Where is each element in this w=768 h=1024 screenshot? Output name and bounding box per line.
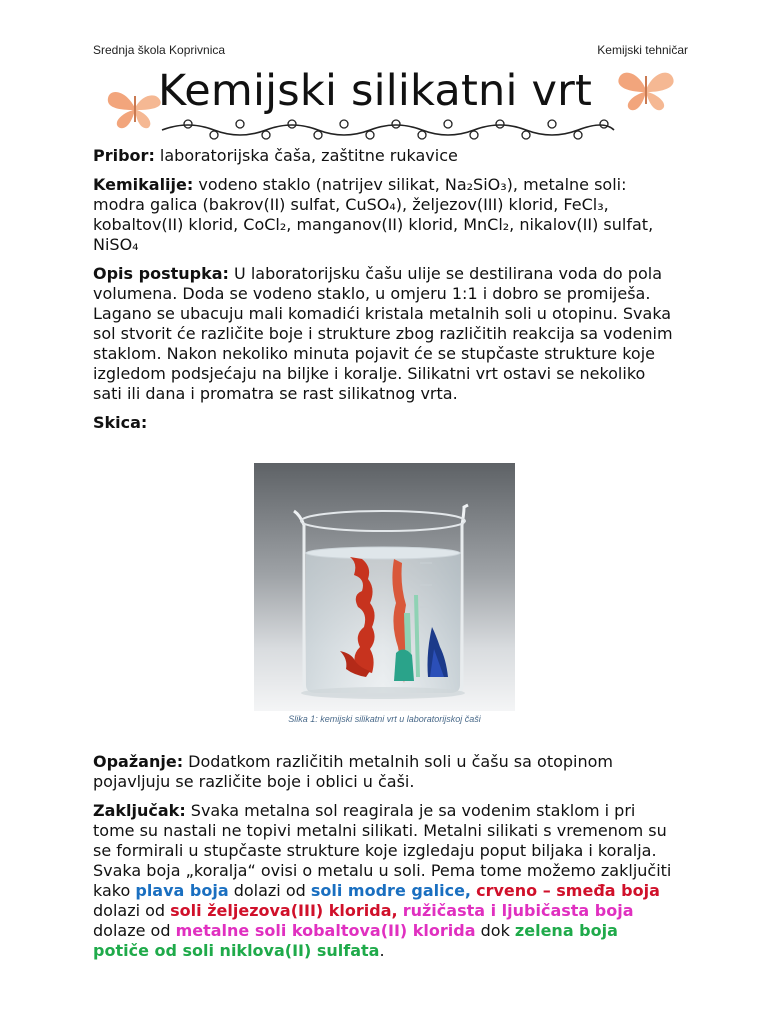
kemikalije-paragraph [93, 175, 678, 255]
opazanje-text: Dodatkom različitih metalnih soli u čašu sa otopinom pojavljuju se različite boje i oblici u čaši. [93, 752, 613, 791]
figure-caption: Slika 1: kemijski silikatni vrt u laboratorijskoj čaši [288, 714, 481, 724]
opis-paragraph [93, 264, 678, 404]
opis-label: Opis postupka: [93, 264, 229, 283]
pink-source-text: metalne soli kobaltova(II) klorida [175, 921, 476, 940]
opazanje-label: Opažanje: [93, 752, 184, 771]
green-color-text: zelena boja potiče od soli niklova(II) sulfata [93, 921, 618, 960]
zakljucak-text-4: dolazi od [93, 901, 171, 920]
opazanje-paragraph [93, 752, 678, 792]
kemikalije-text: vodeno staklo (natrijev silikat, Na₂SiO₃), metalne soli: modra galica (bakrov(II) sulfat, CuSO₄), željezov(III) klorid, FeCl₃, kobaltov(II) klorid, CoCl₂, manganov(II) klorid, MnCl₂, nikalov(II) sulfat, NiSO₄ [93, 175, 654, 254]
butterfly-left-icon [106, 86, 164, 130]
kemikalije-label: Kemikalije: [93, 175, 194, 194]
blue-color-text: plava boja [135, 881, 229, 900]
zakljucak-text-7: dok [475, 921, 515, 940]
blue-source-text: soli modre galice, [310, 881, 471, 900]
skica-paragraph [93, 413, 678, 433]
silicate-garden-photo [254, 463, 515, 711]
content-upper [93, 146, 678, 442]
pink-color-text: ružičasta i ljubičasta boja [402, 901, 634, 920]
butterfly-right-icon [615, 66, 677, 112]
pribor-text: laboratorijska čaša, zaštitne rukavice [154, 146, 458, 165]
zakljucak-text-2: dolazi od [228, 881, 311, 900]
zakljucak-text-8: . [379, 941, 385, 960]
zakljucak-label: Zaključak: [93, 801, 186, 820]
skica-label: Skica: [93, 413, 148, 432]
pribor-label: Pribor: [93, 146, 155, 165]
pribor-paragraph [93, 146, 678, 166]
floral-vine-icon [158, 116, 618, 142]
red-source-text: soli željezova(III) klorida, [170, 901, 398, 920]
zakljucak-text-1: Svaka metalna sol reagirala je sa vodenim staklom i pri tome su nastali ne topivi metalni silikati. Metalni silikati s vremenom su se formirali u stupčaste strukture koje izgledaju poput biljaka i koralja. Svaka boja „koralja“ ovisi o metalu u soli. Pema tome možemo zaključiti kako [93, 801, 672, 900]
opis-text: U laboratorijsku čašu ulije se destilirana voda do pola volumena. Doda se vodeno staklo, u omjeru 1:1 i dobro se promiješa. Lagano se ubacuju mali komadići kristala metalnih soli u otopinu. Svaka sol stvorit će različite boje i strukture zbog različitih reakcija sa vodenim staklom. Nakon nekoliko minuta pojavit će se stupčaste strukture koje izgledom podsjećaju na biljke i koralje. Silikatni vrt ostavi se nekoliko sati ili dana i promatra se rast silikatnog vrta. [93, 264, 673, 403]
header-program: Kemijski tehničar [597, 43, 688, 57]
red-color-text: crveno – smeđa boja [476, 881, 660, 900]
title-banner [100, 66, 680, 148]
page-title: Kemijski silikatni vrt [158, 66, 593, 116]
header-school: Srednja škola Koprivnica [93, 43, 226, 57]
zakljucak-paragraph [93, 801, 678, 961]
zakljucak-text-6: dolaze od [93, 921, 176, 940]
content-lower [93, 752, 678, 970]
